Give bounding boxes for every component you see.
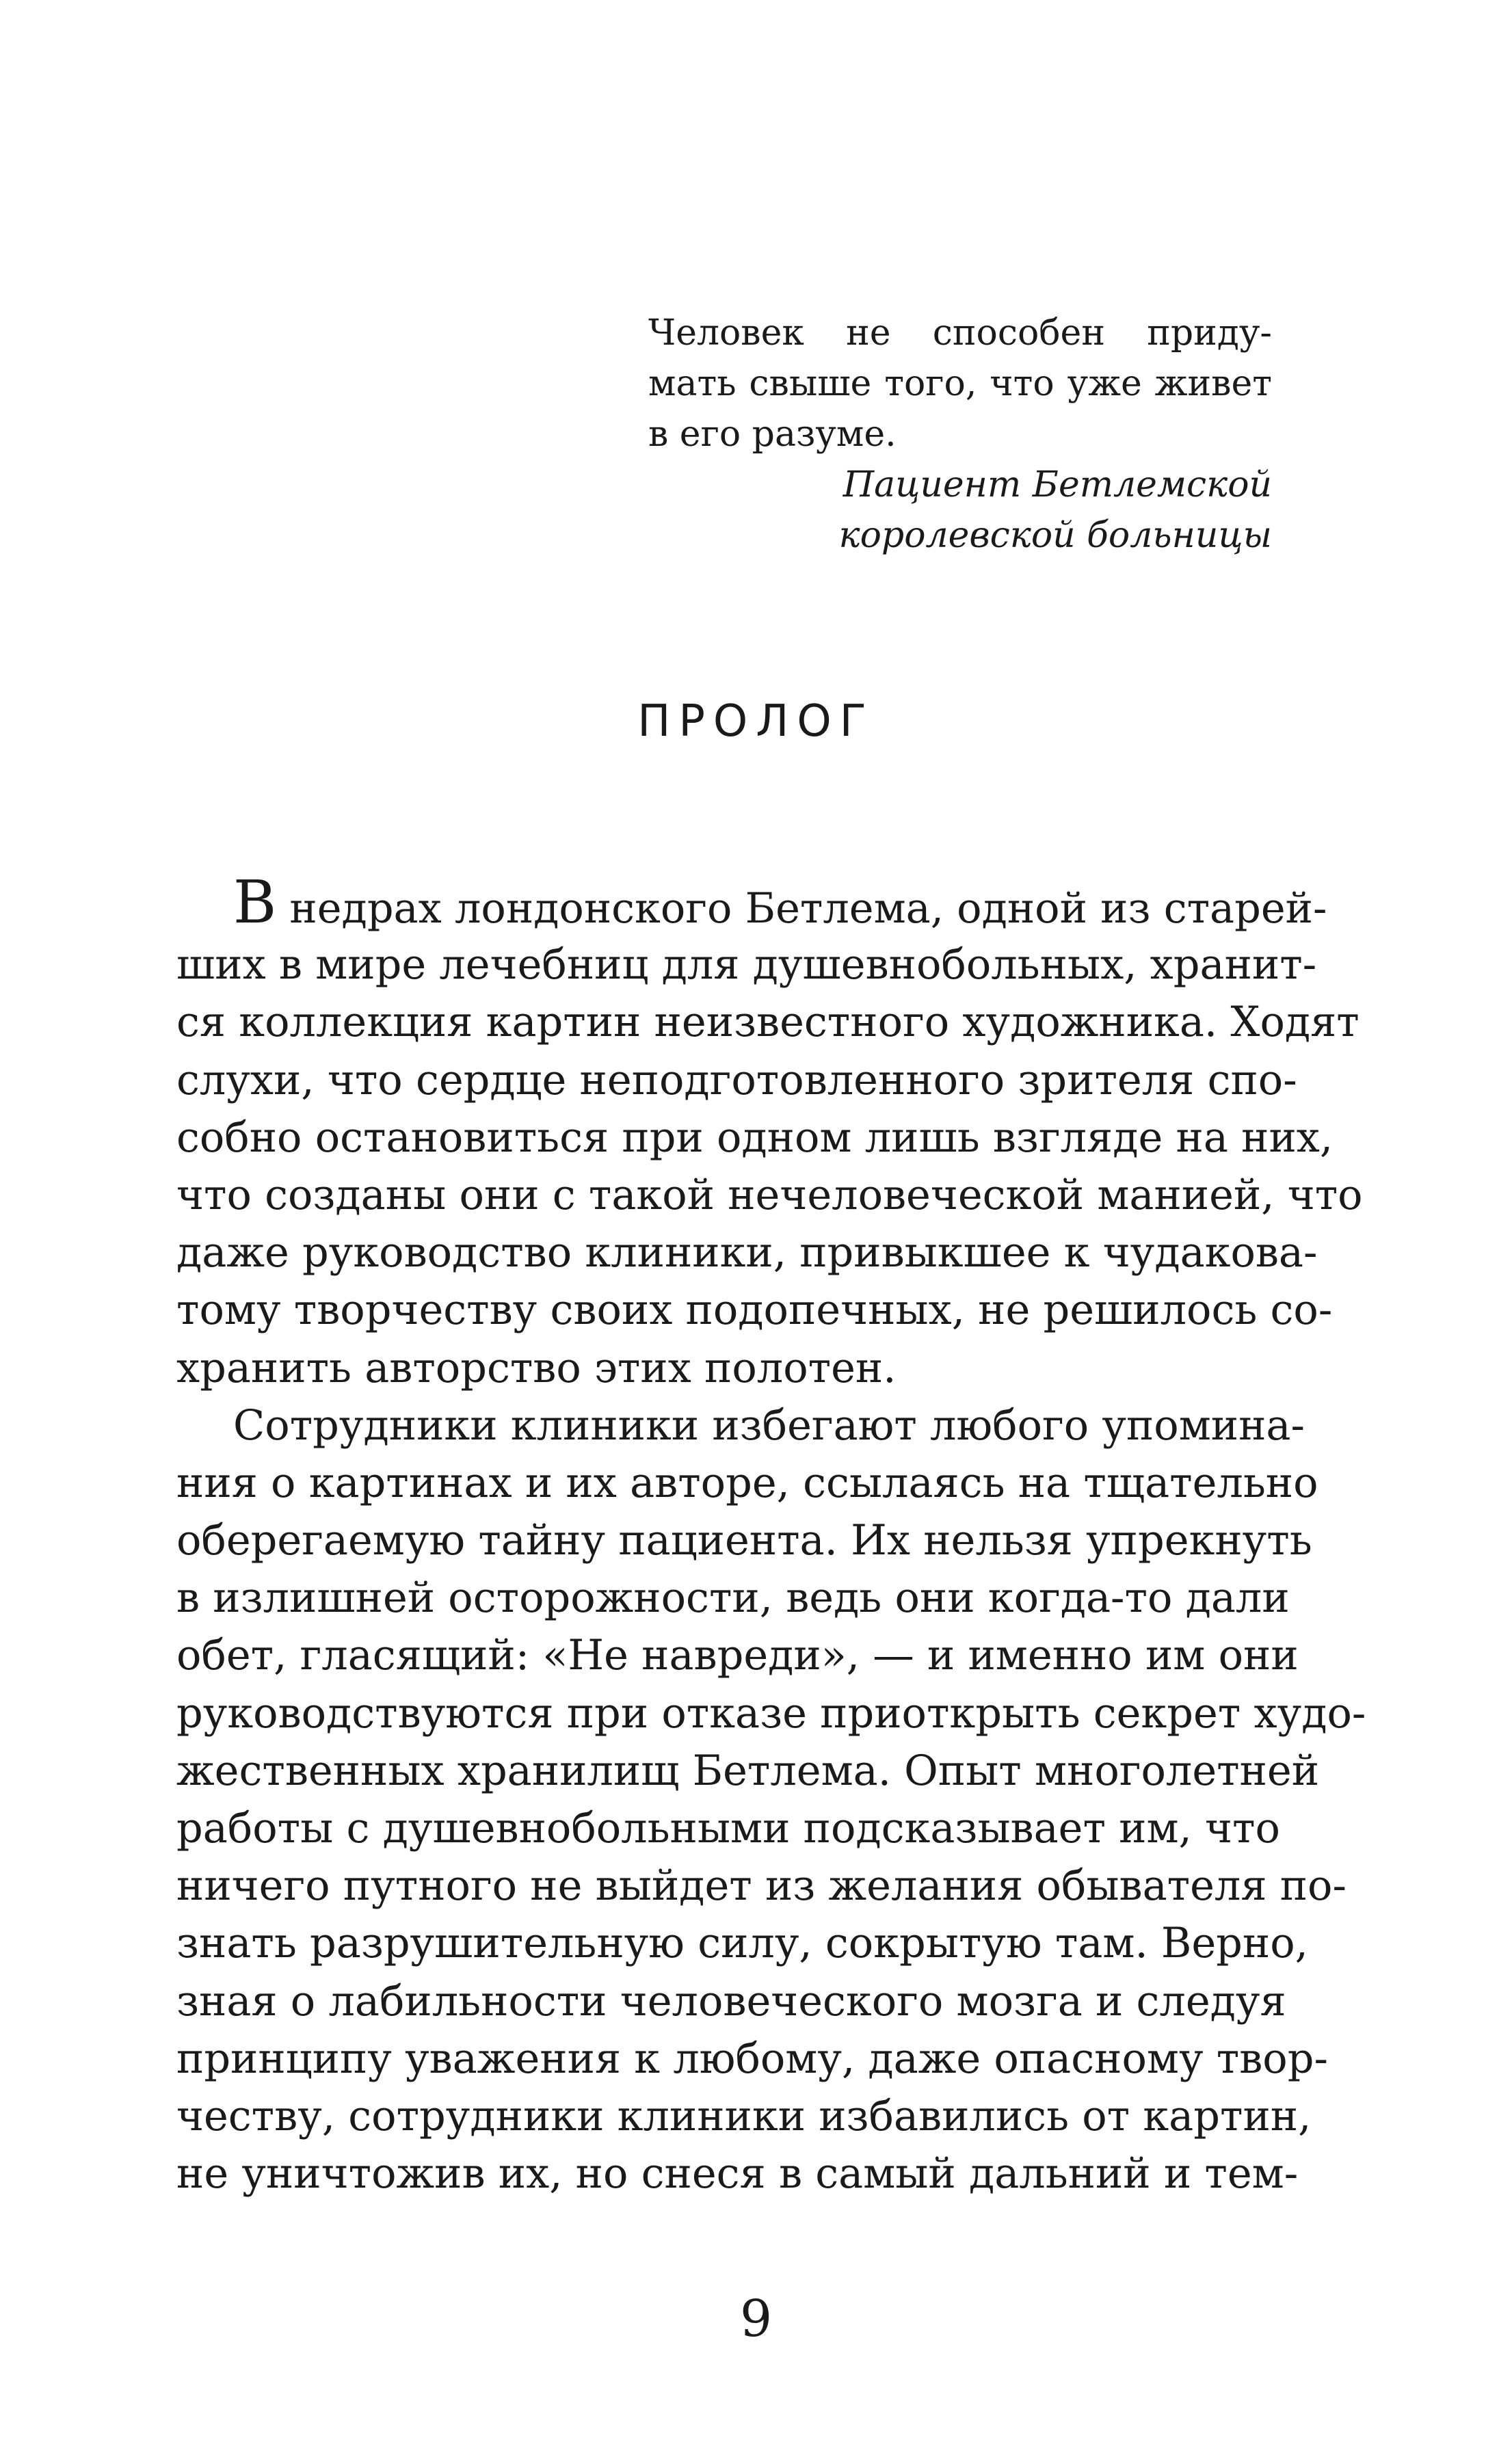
epigraph-quote	[648, 308, 1272, 460]
text-line: хранить авторство этих полотен.	[176, 1344, 897, 1392]
text-line: не уничтожив их, но снеся в самый дальний и тем-	[176, 2150, 1299, 2199]
text-line: честву, сотрудники клиники избавились от картин,	[176, 2092, 1312, 2140]
paragraph-2	[176, 1397, 1366, 2203]
page-number: 9	[739, 2290, 773, 2348]
text-line: даже руководство клиники, привыкшее к чудакова-	[176, 1229, 1318, 1277]
text-line: ничего путного не выйдет из желания обывателя по-	[176, 1862, 1347, 1911]
chapter-title: ПРОЛОГ	[637, 696, 875, 747]
text-line-content: недрах лондонского Бетлема, одной из старей-	[276, 885, 1327, 933]
epigraph-attribution-line: королевской больницы	[838, 515, 1272, 556]
text-line: принципу уважения к любому, даже опасному твор-	[176, 2034, 1328, 2083]
text-line: тому творчеству своих подопечных, не решилось со-	[176, 1286, 1333, 1335]
epigraph-attribution-line: Пациент Бетлемской	[843, 464, 1272, 505]
epigraph-line: в его разуме.	[648, 414, 897, 455]
text-line	[176, 868, 1327, 937]
paragraph-1	[176, 868, 1363, 1397]
epigraph-line: мать свыше того, что уже живет	[648, 363, 1272, 404]
text-line: что созданы они с такой нечеловеческой манией, что	[176, 1171, 1363, 1219]
text-line: жественных хранилищ Бетлема. Опыт многолетней	[176, 1747, 1320, 1795]
text-line: руководствуются при отказе приоткрыть секрет худо-	[176, 1689, 1366, 1738]
epigraph-attribution	[648, 460, 1272, 561]
text-line: оберегаемую тайну пациента. Их нельзя упрекнуть	[176, 1517, 1312, 1565]
text-line: знать разрушительную силу, сокрытую там. Верно,	[176, 1920, 1308, 1968]
text-line: ших в мире лечебниц для душевнобольных, хранит-	[176, 941, 1317, 990]
text-line: Сотрудники клиники избегают любого упомина-	[233, 1401, 1305, 1450]
epigraph	[648, 308, 1272, 561]
body-text	[176, 868, 1366, 2203]
text-line: ся коллекция картин неизвестного художника. Ходят	[176, 998, 1360, 1047]
text-line: в излишней осторожности, ведь они когда-то дали	[176, 1574, 1290, 1623]
text-line: ния о картинах и их авторе, ссылаясь на тщательно	[176, 1459, 1318, 1507]
drop-cap: В	[233, 868, 277, 937]
epigraph-line: Человек не способен приду-	[648, 313, 1272, 354]
text-line: зная о лабильности человеческого мозга и следуя	[176, 1977, 1286, 2026]
text-line: слухи, что сердце неподготовленного зрителя спо-	[176, 1056, 1297, 1104]
text-line: обет, гласящий: «Не навреди», — и именно им они	[176, 1632, 1299, 1680]
text-line: работы с душевнобольными подсказывает им, что	[176, 1805, 1280, 1853]
text-line: собно остановиться при одном лишь взгляде на них,	[176, 1113, 1334, 1162]
